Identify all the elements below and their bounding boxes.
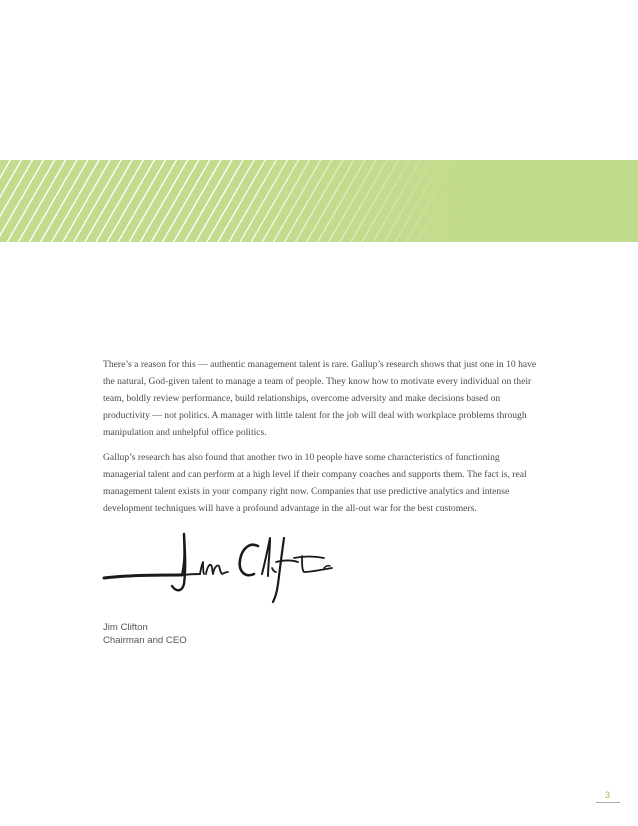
handwritten-signature [100,528,362,606]
banner-fade-overlay [0,160,638,242]
signatory-title: Chairman and CEO [103,635,187,646]
page-number: 3 [604,790,610,800]
paragraph-2: Gallup’s research has also found that another two in 10 people have some characteristics of functioning managerial talent and can perform at a high level if their company coaches and supports them. The fact is, real management talent exists in your company right now. Companies that use predictive analytics and intense development techniques will have a profound advantage in the all-out war for the best customers. [103,452,527,514]
body-text [103,356,543,525]
page-number-rule [596,802,620,803]
paragraph-1: There’s a reason for this — authentic management talent is rare. Gallup’s research shows that just one in 10 have the natural, God-given talent to manage a team of people. They know how to motivate every individual on their team, boldly review performance, build relationships, overcome adversity and make decisions based on productivity — not politics. A manager with little talent for the job will deal with workplace problems through manipulation and unhelpful office politics. [103,359,537,438]
signatory-name: Jim Clifton [103,622,148,633]
